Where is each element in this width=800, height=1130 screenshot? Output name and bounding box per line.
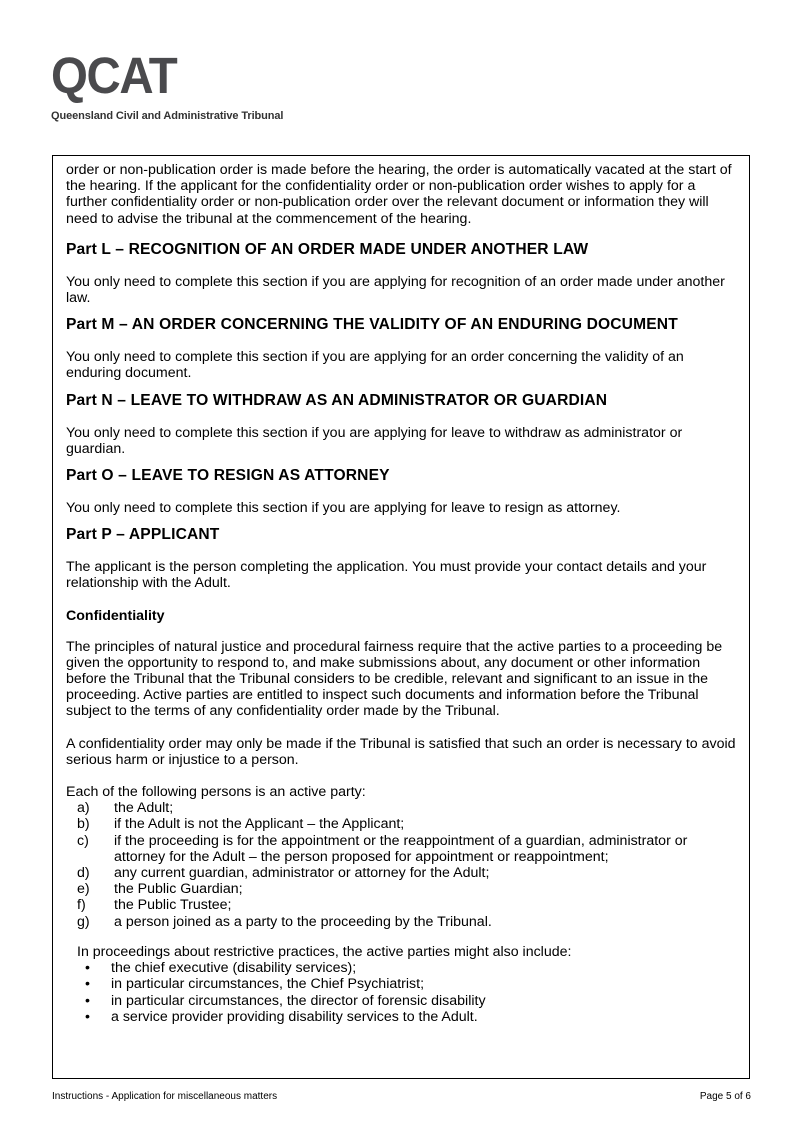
restrictive-practices-block bbox=[66, 944, 736, 960]
list-item-text: a person joined as a party to the proceeding by the Tribunal. bbox=[114, 913, 492, 930]
list-marker: g) bbox=[77, 913, 90, 930]
part-p-heading: Part P – APPLICANT bbox=[66, 526, 220, 544]
bullet-icon: • bbox=[85, 960, 90, 977]
list-item-text: any current guardian, administrator or attorney for the Adult; bbox=[114, 865, 490, 882]
list-marker: d) bbox=[77, 865, 90, 882]
confidentiality-heading: Confidentiality bbox=[66, 607, 165, 624]
list-item bbox=[66, 914, 736, 930]
list-item bbox=[77, 976, 736, 992]
active-party-list bbox=[66, 800, 736, 930]
part-o-heading: Part O – LEAVE TO RESIGN AS ATTORNEY bbox=[66, 467, 390, 485]
confidentiality-para-1: The principles of natural justice and procedural fairness require that the active parties to a proceeding be given the opportunity to respond to, and make submissions about, any document or other information before the Tribunal that the Tribunal considers to be credible, relevant and significant to an issue in the proceeding. Active parties are entitled to inspect such documents and information before the Tribunal subject to the terms of any confidentiality order made by the Tribunal. bbox=[66, 638, 723, 720]
footer-page-number: Page 5 of 6 bbox=[699, 1091, 751, 1102]
list-item bbox=[66, 816, 736, 832]
list-item bbox=[66, 897, 736, 913]
list-item-text: a service provider providing disability services to the Adult. bbox=[111, 1008, 478, 1025]
logo-wordmark: QCAT bbox=[51, 47, 177, 104]
footer-document-title: Instructions - Application for miscellaneous matters bbox=[52, 1091, 278, 1102]
list-marker: a) bbox=[77, 800, 90, 817]
list-item-text: if the proceeding is for the appointment or the reappointment of a guardian, administrator or attorney for the Adult – the person proposed for appointment or reappointment; bbox=[114, 832, 688, 865]
part-p-text: The applicant is the person completing the application. You must provide your contact details and your relationship with the Adult. bbox=[66, 559, 707, 592]
list-item bbox=[66, 800, 736, 816]
active-party-intro: Each of the following persons is an active party: bbox=[66, 784, 366, 801]
list-item bbox=[77, 993, 736, 1009]
content-box bbox=[52, 155, 750, 1079]
list-item-text: in particular circumstances, the director of forensic disability bbox=[111, 992, 486, 1009]
list-marker: c) bbox=[77, 832, 89, 849]
list-item-text: the Adult; bbox=[114, 800, 174, 817]
part-o-text: You only need to complete this section if you are applying for leave to resign as attorney. bbox=[66, 500, 621, 517]
list-item bbox=[66, 881, 736, 897]
list-marker: f) bbox=[77, 897, 86, 914]
intro-paragraph: order or non-publication order is made before the hearing, the order is automatically vacated at the start of the hearing. If the applicant for the confidentiality order or non-publication order wishes to apply for a further confidentiality order or non-publication order over the relevant document or information they will need to advise the tribunal at the commencement of the hearing. bbox=[66, 162, 732, 227]
logo-subtitle: Queensland Civil and Administrative Tribunal bbox=[51, 110, 284, 122]
list-marker: b) bbox=[77, 816, 90, 833]
confidentiality-para-2: A confidentiality order may only be made if the Tribunal is satisfied that such an order is necessary to avoid serious harm or injustice to a person. bbox=[66, 735, 736, 768]
list-item-text: if the Adult is not the Applicant – the Applicant; bbox=[114, 816, 405, 833]
list-item bbox=[77, 1009, 736, 1025]
list-item-text: in particular circumstances, the Chief Psychiatrist; bbox=[111, 976, 425, 993]
restrictive-practices-list bbox=[66, 960, 736, 1025]
part-n-heading: Part N – LEAVE TO WITHDRAW AS AN ADMINISTRATOR OR GUARDIAN bbox=[66, 391, 608, 409]
part-l-text: You only need to complete this section if you are applying for recognition of an order made under another law. bbox=[66, 273, 725, 307]
list-item bbox=[66, 833, 736, 865]
part-l-heading: Part L – RECOGNITION OF AN ORDER MADE UNDER ANOTHER LAW bbox=[66, 240, 589, 258]
bullet-icon: • bbox=[85, 976, 90, 993]
list-item-text: the Public Guardian; bbox=[114, 881, 243, 898]
list-marker: e) bbox=[77, 881, 90, 898]
list-item-text: the Public Trustee; bbox=[114, 897, 232, 914]
list-item bbox=[66, 865, 736, 881]
part-m-text: You only need to complete this section if you are applying for an order concerning the validity of an enduring document. bbox=[66, 349, 684, 382]
list-item-text: the chief executive (disability services); bbox=[111, 960, 357, 977]
restrictive-practices-intro: In proceedings about restrictive practices, the active parties might also include: bbox=[77, 943, 572, 960]
bullet-icon: • bbox=[85, 1008, 90, 1025]
list-item bbox=[77, 960, 736, 976]
bullet-icon: • bbox=[85, 992, 90, 1009]
part-n-text: You only need to complete this section if you are applying for leave to withdraw as administrator or guardian. bbox=[66, 424, 683, 457]
qcat-logo bbox=[51, 47, 186, 104]
part-m-heading: Part M – AN ORDER CONCERNING THE VALIDITY OF AN ENDURING DOCUMENT bbox=[66, 316, 678, 334]
